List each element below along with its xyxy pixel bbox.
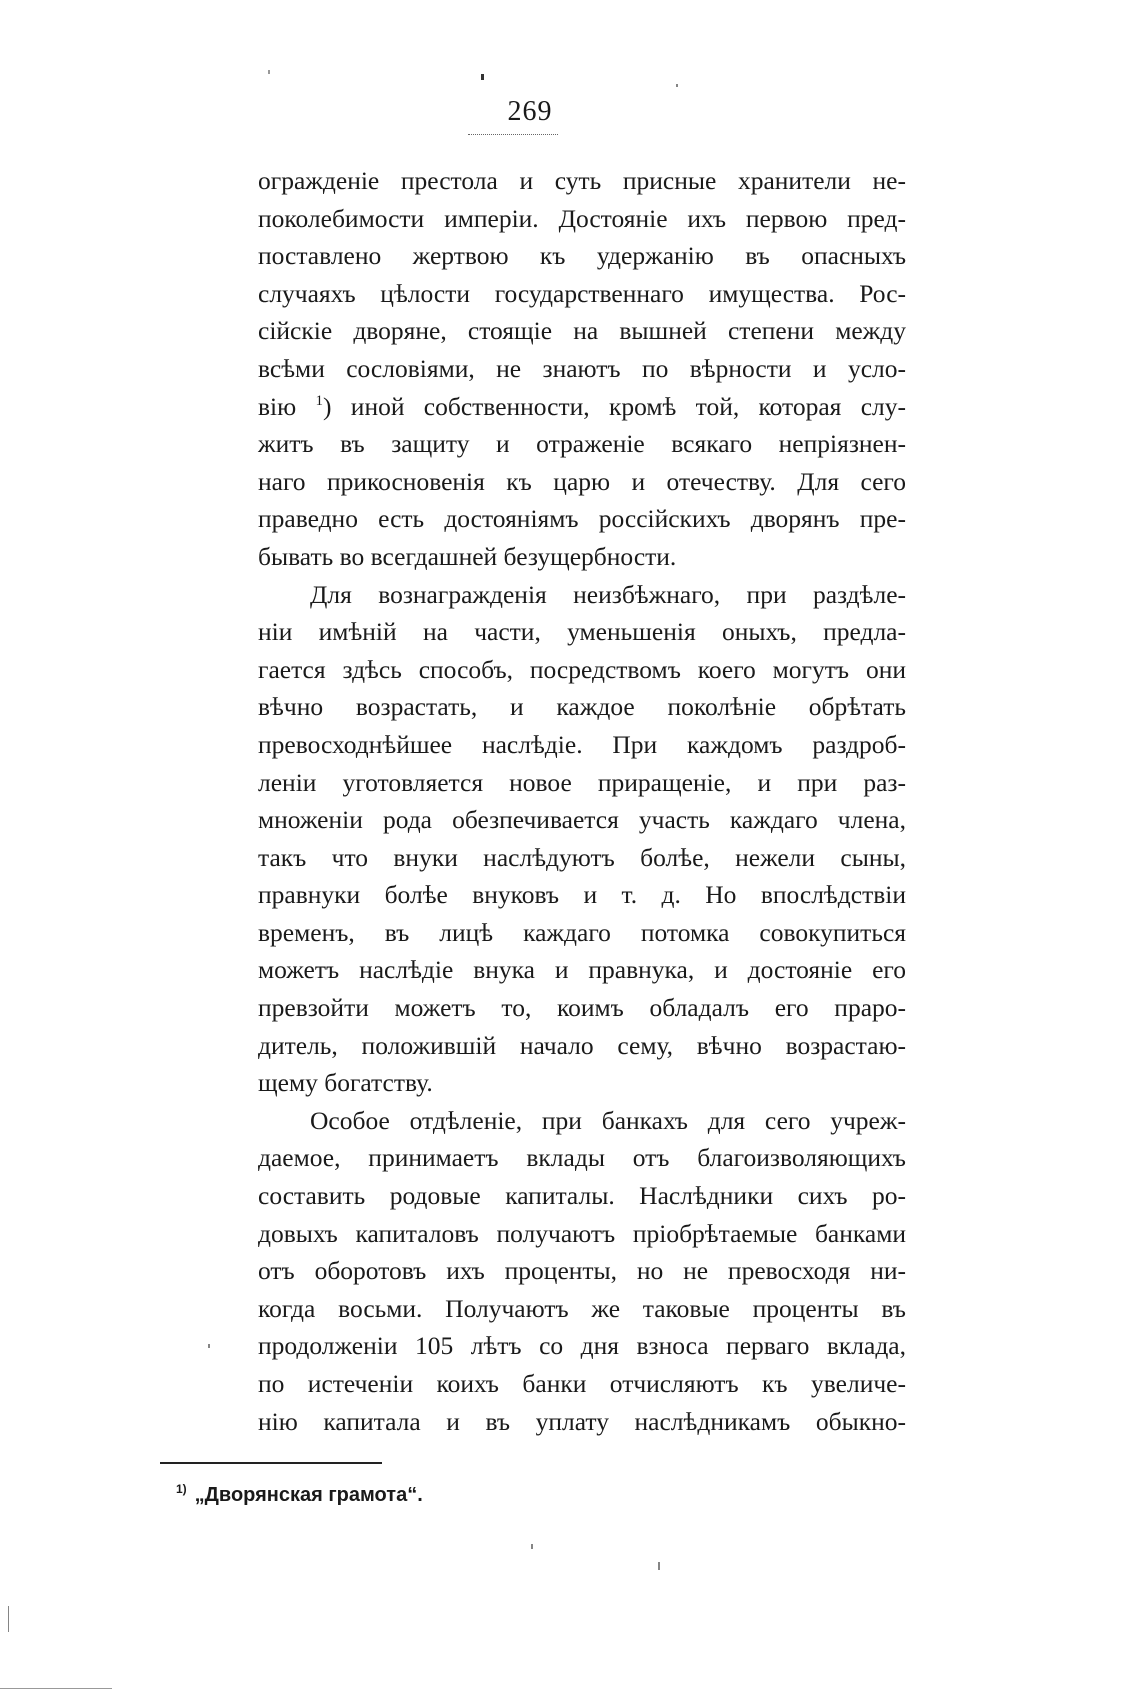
text-line: леніи уготовляется новое приращеніе, и при раз- xyxy=(258,767,906,797)
paragraph-start-line: Особое отдѣленіе, при банкахъ для сего учреж- xyxy=(310,1105,906,1135)
scan-speck xyxy=(676,84,678,87)
scan-speck xyxy=(481,74,484,80)
text-line: поставлено жертвою къ удержанію въ опасныхъ xyxy=(258,241,906,271)
text-line: можетъ наслѣдіе внука и правнука, и достояніе его xyxy=(258,955,906,985)
text-line: превзойти можетъ то, коимъ обладалъ его праро- xyxy=(258,993,906,1023)
text-line: огражденіе престола и суть присные хранители не- xyxy=(258,166,906,195)
text-line: праведно есть достояніямъ россійскихъ дворянъ пре- xyxy=(258,504,906,534)
body-text xyxy=(258,162,906,1440)
text-line-start: вію xyxy=(258,391,297,421)
footnote-rule xyxy=(160,1462,382,1464)
text-line: продолженіи 105 лѣтъ со дня взноса перваго вклада, xyxy=(258,1331,906,1361)
scan-speck xyxy=(268,70,270,74)
text-line: сійскіе дворяне, стоящіе на вышней степени между xyxy=(258,316,906,346)
text-line: житъ въ защиту и отраженіе всякаго непріязнен- xyxy=(258,429,906,459)
text-line: когда восьми. Получаютъ же таковые проценты въ xyxy=(258,1293,906,1323)
text-line: дитель, положившій начало сему, вѣчно возрастаю- xyxy=(258,1030,906,1060)
paragraph-end-line: щему богатству. xyxy=(258,1068,433,1098)
text-line: по истеченіи коихъ банки отчисляютъ къ увеличе- xyxy=(258,1369,906,1398)
footnote-text: „Дворянская грамота“. xyxy=(194,1484,423,1506)
scan-speck xyxy=(658,1562,660,1570)
text-line: ніи имѣній на части, уменьшенія оныхъ, предла- xyxy=(258,617,906,647)
scan-speck xyxy=(531,1544,533,1549)
text-line: временъ, въ лицѣ каждаго потомка совокупиться xyxy=(258,917,906,947)
text-line: вѣчно возрастать, и каждое поколѣніе обрѣтать xyxy=(258,692,906,722)
page-number: 269 xyxy=(507,96,553,127)
text-line: случаяхъ цѣлости государственнаго имущества. Рос- xyxy=(258,278,906,308)
text-line: составить родовые капиталы. Наслѣдники сихъ ро- xyxy=(258,1181,906,1211)
footnote-mark: 1) xyxy=(176,1482,187,1496)
text-line: поколебимости имперіи. Достояніе ихъ первою пред- xyxy=(258,203,906,233)
text-line-with-footnote-ref xyxy=(258,388,906,426)
text-line: превосходнѣйшее наслѣдіе. При каждомъ раздроб- xyxy=(258,729,906,759)
text-line-rest: ) иной собственности, кромѣ той, которая слу- xyxy=(323,391,907,421)
text-line: отъ оборотовъ ихъ проценты, но не превосходя ни- xyxy=(258,1256,906,1286)
text-line: гается здѣсь способъ, посредствомъ коего могутъ они xyxy=(258,654,906,684)
paragraph-end-line: бывать во всегдашней безущербности. xyxy=(258,541,677,571)
text-line: даемое, принимаетъ вклады отъ благоизволяющихъ xyxy=(258,1143,906,1173)
text-line: всѣми сословіями, не знаютъ по вѣрности и усло- xyxy=(258,353,906,383)
text-line: множеніи рода обезпечивается участь каждаго члена, xyxy=(258,805,906,835)
scan-speck xyxy=(208,1344,210,1348)
text-line: правнуки болѣе внуковъ и т. д. Но впослѣдствіи xyxy=(258,880,906,910)
text-line: нію капитала и въ уплату наслѣдникамъ обыкно- xyxy=(258,1406,906,1436)
text-line: наго прикосновенія къ царю и отечеству. Для сего xyxy=(258,466,906,496)
paragraph-start-line: Для вознагражденія неизбѣжнаго, при раздѣле- xyxy=(310,579,906,609)
scan-speck xyxy=(0,1688,112,1689)
footnote xyxy=(176,1484,423,1507)
scan-speck xyxy=(8,1606,9,1632)
page-number-rule xyxy=(468,134,558,136)
text-line: такъ что внуки наслѣдуютъ болѣе, нежели сыны, xyxy=(258,842,906,872)
text-line: довыхъ капиталовъ получаютъ пріобрѣтаемые банками xyxy=(258,1218,906,1248)
footnote-reference: 1 xyxy=(315,392,323,409)
